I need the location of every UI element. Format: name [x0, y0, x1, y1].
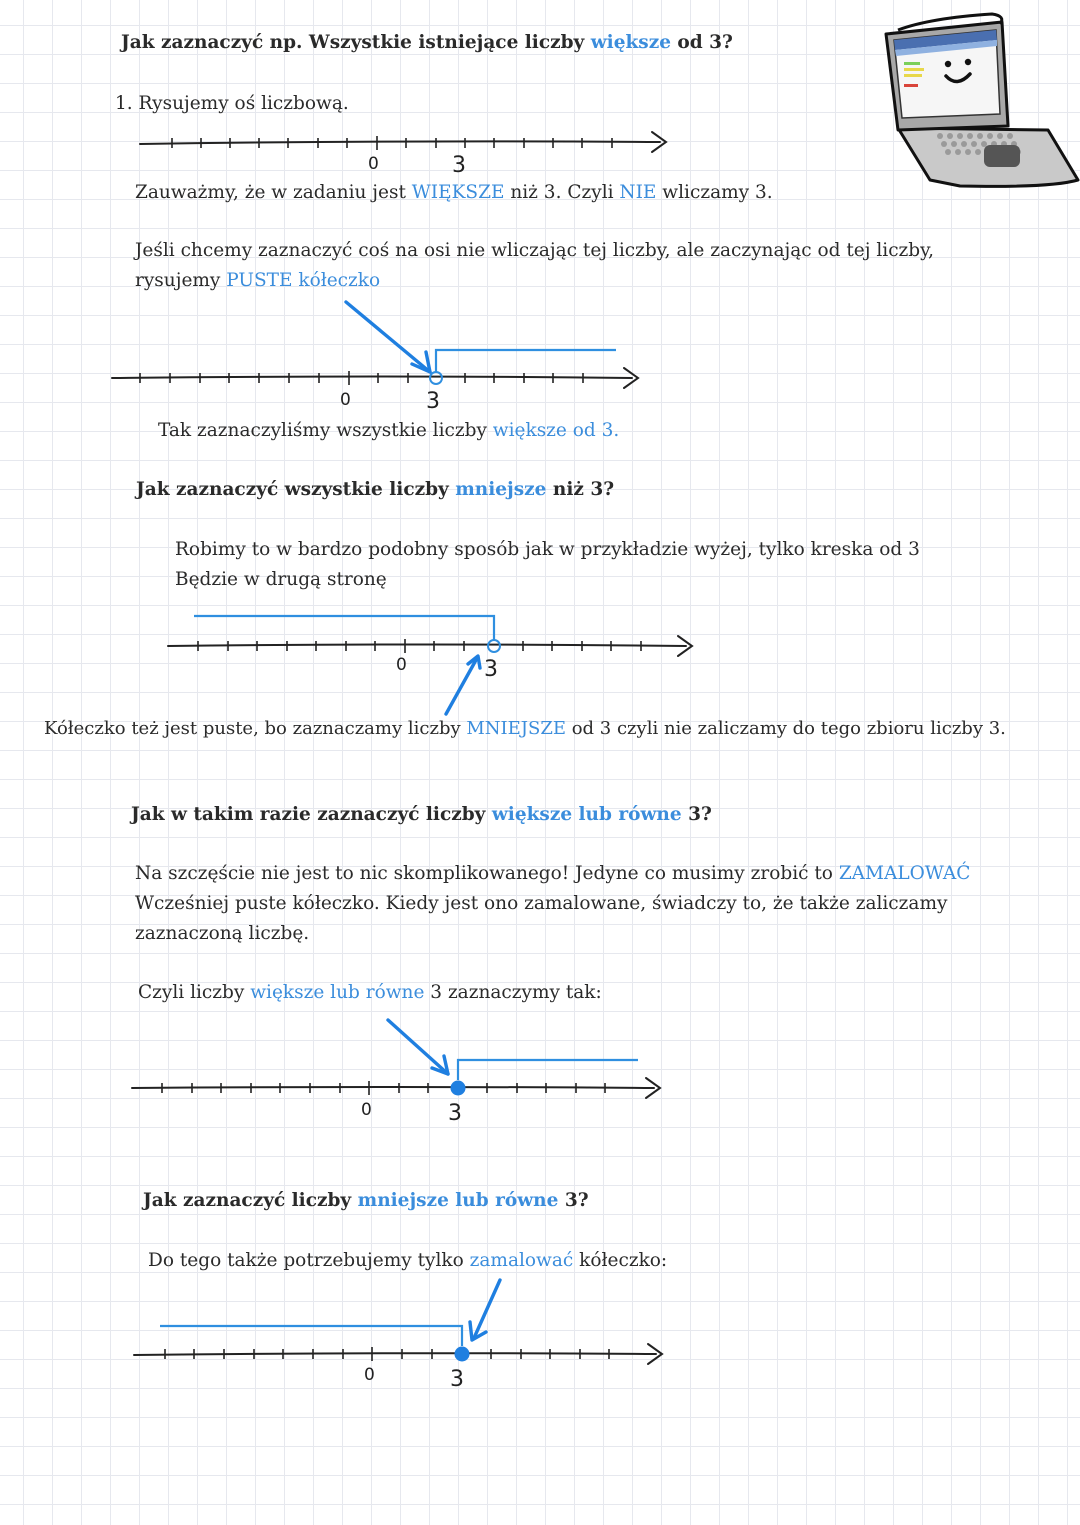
sec3-line4: Czyli liczby większe lub równe 3 zaznaczymy tak:	[138, 982, 602, 1003]
greater-note: Zauważmy, że w zadaniu jest WIĘKSZE niż 3. Czyli NIE wliczamy 3.	[135, 182, 773, 203]
number-line-5	[134, 1280, 662, 1392]
section2-title: Jak zaznaczyć wszystkie liczby mniejsze niż 3?	[136, 479, 615, 500]
sec3-line3: zaznaczoną liczbę.	[135, 923, 310, 944]
pointer-arrow	[474, 1280, 500, 1338]
pointer-arrow	[346, 302, 430, 372]
line1-three-label: 3	[452, 153, 466, 178]
line5-three-label: 3	[450, 1367, 464, 1392]
sec3-line1: Na szczęście nie jest to nic skomplikowanego! Jedyne co musimy zrobić to ZAMALOWAĆ	[135, 863, 971, 884]
section4-title: Jak zaznaczyć liczby mniejsze lub równe 3?	[143, 1190, 589, 1211]
number-line-3	[168, 616, 692, 714]
sec3-line2: Wcześniej puste kółeczko. Kiedy jest ono zamalowane, świadczy to, że także zaliczamy	[135, 893, 948, 914]
section3-title: Jak w takim razie zaznaczyć liczby większe lub równe 3?	[131, 804, 712, 825]
line4-zero-label: 0	[361, 1100, 372, 1120]
range-bracket	[194, 616, 494, 640]
less-note: Kółeczko też jest puste, bo zaznaczamy liczby MNIEJSZE od 3 czyli nie zaliczamy do tego zbioru liczby 3.	[44, 718, 1006, 739]
open-circle-marker	[430, 372, 442, 384]
pointer-arrow	[388, 1020, 448, 1074]
rule-line1: Jeśli chcemy zaznaczyć coś na osi nie wliczając tej liczby, ale zaczynając od tej liczby,	[135, 240, 935, 261]
line2-three-label: 3	[426, 389, 440, 414]
line2-zero-label: 0	[340, 390, 351, 410]
step1-text: 1. Rysujemy oś liczbową.	[115, 93, 349, 114]
filled-circle-marker	[451, 1081, 466, 1096]
open-circle-marker	[488, 640, 500, 652]
line3-three-label: 3	[484, 657, 498, 682]
line3-zero-label: 0	[396, 655, 407, 675]
range-bracket	[160, 1326, 462, 1346]
range-bracket	[436, 350, 616, 372]
sec2-line1: Robimy to w bardzo podobny sposób jak w przykładzie wyżej, tylko kreska od 3	[175, 539, 920, 560]
line1-zero-label: 0	[368, 154, 379, 174]
line4-three-label: 3	[448, 1101, 462, 1126]
rule-line2: rysujemy PUSTE kółeczko	[135, 270, 381, 291]
sec2-line2: Będzie w drugą stronę	[175, 569, 387, 590]
laptop-icon	[886, 14, 1078, 186]
pointer-arrow	[446, 660, 476, 714]
result-text: Tak zaznaczyliśmy wszystkie liczby większe od 3.	[158, 420, 620, 441]
number-line-1	[140, 132, 666, 178]
filled-circle-marker	[455, 1347, 470, 1362]
line5-zero-label: 0	[364, 1365, 375, 1385]
number-line-2	[112, 302, 638, 414]
number-line-4	[132, 1020, 660, 1126]
sec4-line1: Do tego także potrzebujemy tylko zamalować kółeczko:	[148, 1250, 668, 1271]
range-bracket	[458, 1060, 638, 1080]
section1-title: Jak zaznaczyć np. Wszystkie istniejące liczby większe od 3?	[121, 32, 733, 53]
